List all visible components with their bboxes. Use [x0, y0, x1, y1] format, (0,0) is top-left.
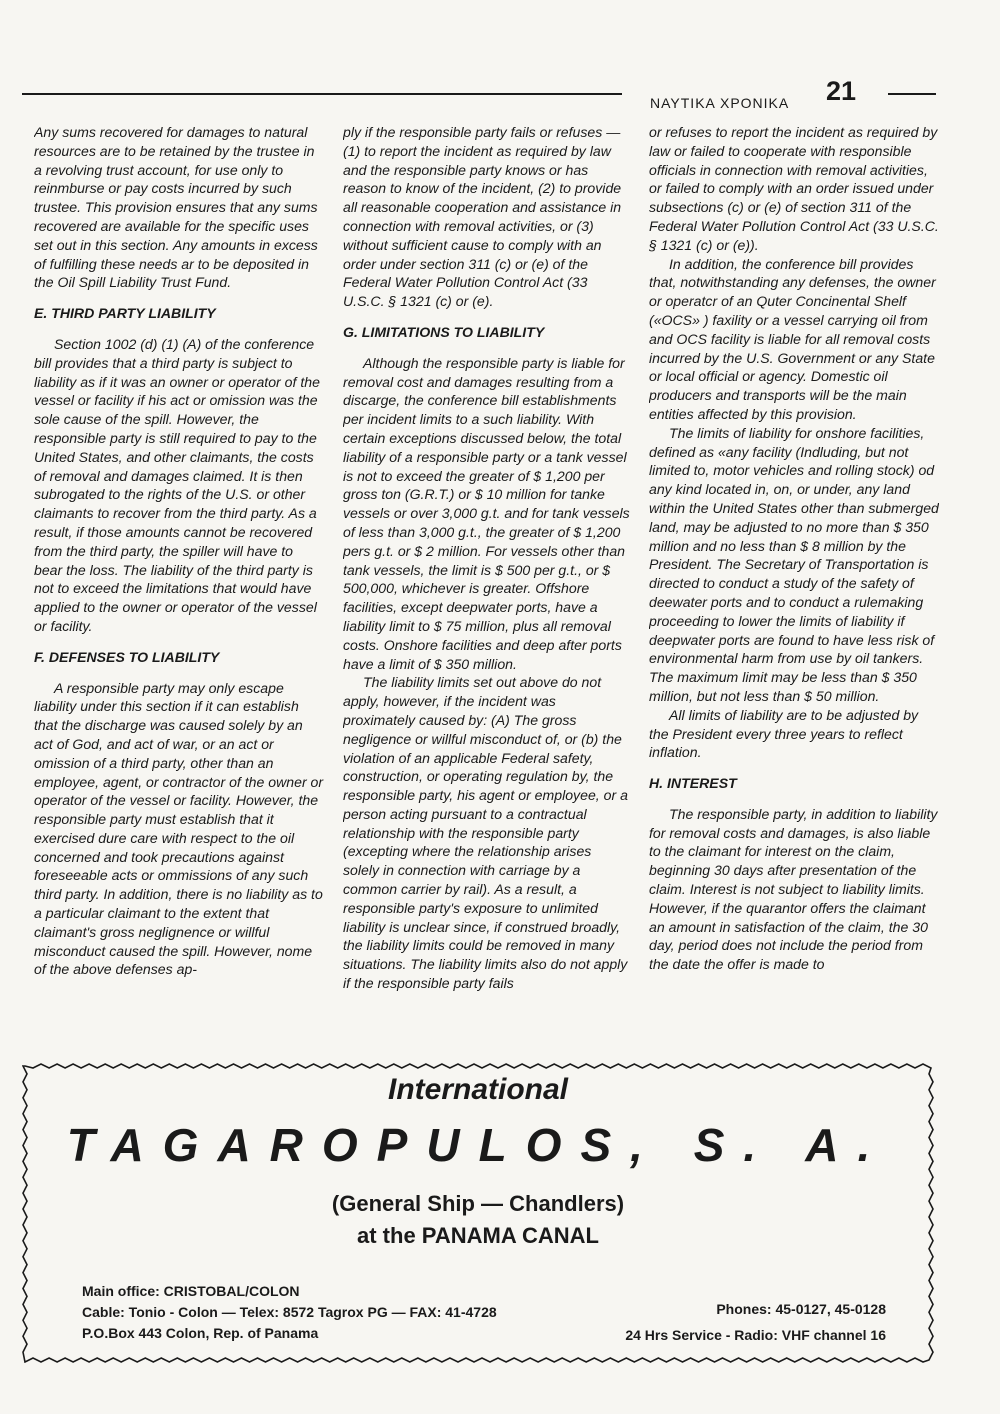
journal-name: ΝΑΥΤΙΚΑ ΧΡΟΝΙΚΑ	[650, 95, 790, 111]
ad-cable-telex-fax: Cable: Tonio - Colon — Telex: 8572 Tagrox PG — FAX: 41-4728	[82, 1304, 497, 1320]
section-heading-third-party-liability: E. THIRD PARTY LIABILITY	[34, 305, 216, 322]
advertisement-box	[22, 1063, 934, 1363]
ad-po-box: P.O.Box 443 Colon, Rep. of Panama	[82, 1325, 319, 1341]
page-number: 21	[826, 76, 857, 106]
paragraph: All limits of liability are to be adjusted by the President every three years to reflect inflation.	[649, 706, 919, 761]
paragraph: The responsible party, in addition to liability for removal costs and damages, is also liable to the claimant for interest on the claim, beginning 30 days after presentation of the claim. Interest is not subject to liability limits. However, if the quarantor offers the claimant an amount in satisfaction of the claim, the 30 day, period does not include the period from the date the offer is made to	[649, 805, 938, 973]
ad-phones: Phones: 45-0127, 45-0128	[716, 1301, 886, 1317]
text-column-1	[34, 123, 324, 1045]
paragraph: Although the responsible party is liable for removal cost and damages resulting from a discarge, the conference bill establishments per incident limits to a such liability. With certain exceptions discussed below, the total liability of a responsible party or a tank vessel is not to exceed the greater of $ 1,200 per gross ton (G.R.T.) or $ 10 million for tanke vessels or over 3,000 g.t. and for tank vessels of less than 3,000 g.t., the greater of $ 1,200 pers g.t. or $ 2 million. For vessels other than tank vessels, the limit is $ 500 per g.t., or $ 500,000, whichever is greater. Offshore facilities, except deepwater ports, have a liability limit to $ 75 million, plus all removal costs. Onshore facilities and deep after ports have a limit of $ 350 million.	[343, 354, 630, 672]
section-heading-defenses-to-liability: F. DEFENSES TO LIABILITY	[34, 648, 220, 665]
section-heading-limitations-to-liability: G. LIMITATIONS TO LIABILITY	[343, 323, 545, 340]
paragraph: In addition, the conference bill provides that, notwithstanding any defenses, the owner or operatcr of an Quter Concinental Shelf («OCS» ) faxility or a vessel carrying oil from and OCS facility is liable for all removal costs incurred by the U.S. Government or any State or local official or agency. Domestic oil producers and transports will be the main entities affected by this provision.	[649, 255, 936, 422]
ad-service: 24 Hrs Service - Radio: VHF channel 16	[625, 1327, 886, 1343]
paragraph: The liability limits set out above do not apply, however, if the incident was proximately caused by: (A) The gross negligence or willful misconduct of, or (b) the violation of an applicable Federal safety, construction, or operating regulation by, the responsible party, his agent or employee, or a person acting pursuant to a contractual relationship with the responsible party (excepting where the relationship arises solely in connection with carriage by a common carrier by rail). As a result, a responsible party's exposure to unlimited liability is unclear since, if construed broadly, the liability limits could be removed in many situations. The liability limits also do not apply if the responsible party fails	[343, 674, 628, 992]
text-column-2	[343, 123, 631, 1045]
header-rule-right	[888, 93, 936, 95]
paragraph: ply if the responsible party fails or refuses — (1) to report the incident as required by law and the responsible party knows or has reason to know of the incident, (2) to provide all reasonable cooperation and assistance in connection with removal activities, or (3) without sufficient cause to comply with an order under section 311 (c) or (e) of the Federal Water Pollution Control Act (33 U.S.C. § 1321 (c) or (e).	[343, 124, 622, 310]
header-rule-left	[22, 93, 622, 95]
ad-main-office: Main office: CRISTOBAL/COLON	[82, 1283, 300, 1299]
paragraph: A responsible party may only escape liability under this section if it can establish that the discharge was caused solely by an act of God, and act of war, or an act or omission of a third party, other than an employee, agent, or contractor of the owner or operator of the vessel or facility. However, the responsible party must establish that it exercised dure care with respect to the oil concerned and took precautions against foreseeable acts or ommissions of any such third party. In addition, there is no liability as to a particular claimant to the extent that claimant's gross neglignence or willful misconduct caused the spill. However, nome of the above defenses ap-	[34, 679, 324, 978]
paragraph: or refuses to report the incident as required by law or failed to cooperate with responsible officials in connection with removal activities, or failed to comply with an order issued under subsections (c) or (e) of section 311 of the Federal Water Pollution Control Act (33 U.S.C. § 1321 (c) or (e)).	[649, 124, 939, 253]
text-column-3	[649, 123, 939, 1045]
ad-international: International	[387, 1073, 568, 1106]
section-heading-interest: H. INTEREST	[649, 775, 737, 792]
ad-company-name: TAGAROPULOS, S. A.	[66, 1119, 890, 1171]
paragraph: Any sums recovered for damages to natural resources are to be retained by the trustee in a revolving trust account, for use only to reinmburse or pay costs incurred by such trustee. This provision ensures that any sums recovered are available for the specific uses set out in this section. Any amounts in excess of fulfilling these needs ar to be deposited in the Oil Spill Liability Trust Fund.	[34, 124, 318, 291]
ad-subtitle: (General Ship — Chandlers)	[331, 1191, 625, 1216]
paragraph: The limits of liability for onshore facilities, defined as «any facility (Indluding, but not limited to, motor vehicles and rolling stock) od any kind located in, on, or under, any land within the United States other than submerged land, may be adjusted to no more than $ 350 million and no less than $ 8 million by the President. The Secretary of Transportation is directed to conduct a study of the safety of deewater ports and to conduct a rulemaking proceeding to lower the limits of liability if deepwater ports are found to have less risk of environmental harm from use by oil tankers. The maximum limit may be less than $ 350 million, but not less than $ 50 million.	[649, 424, 939, 704]
paragraph: Section 1002 (d) (1) (A) of the conference bill provides that a third party is subject to liability as if it was an owner or operator of the vessel or facility if his act or omission was the sole cause of the spill. However, the responsible party is still required to pay to the United States, and other claimants, the costs of removal and damages claimed. It is then subrogated to the rights of the U.S. or other claimants to recover from the third party. As a result, if those amounts cannot be recovered from the third party, the spiller will have to bear the loss. The liability of the third party is not to exceed the limitations that would have applied to the owner or operator of the vessel or facility.	[34, 335, 320, 634]
ad-location: at the PANAMA CANAL	[357, 1223, 599, 1248]
